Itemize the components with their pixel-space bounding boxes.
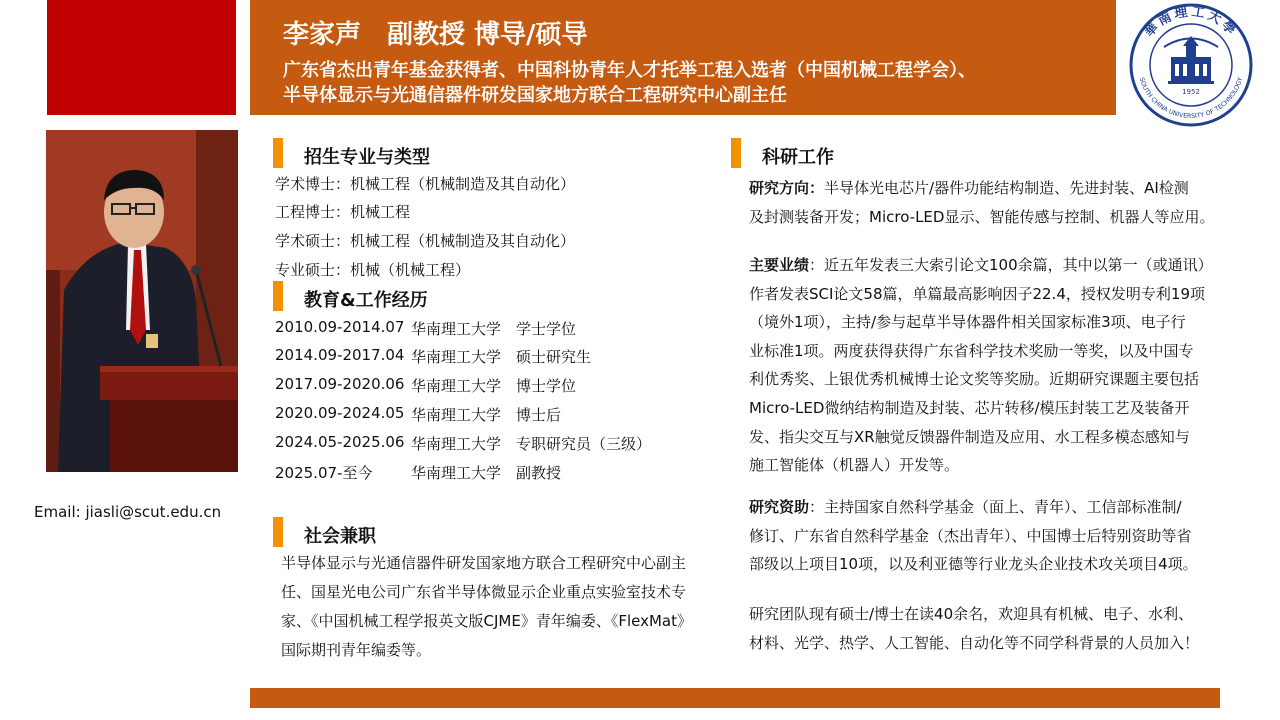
edu-degree: 专职研究员（三级） [516,435,652,453]
admission-item: 学术博士：机械工程（机械制造及其自动化） [275,175,576,193]
edu-date: 2020.09-2024.05 [275,404,405,422]
social-line: 国际期刊青年编委等。 [281,641,432,659]
research-team [749,600,1249,657]
social-title: 社会兼职 [304,526,376,547]
social-line: 半导体显示与光通信器件研发国家地方联合工程研究中心副主 [281,554,687,572]
social-line: 家、《中国机械工程学报英文版CJME》青年编委、《FlexMat》 [281,612,692,630]
svg-text:1952: 1952 [1182,88,1200,96]
edu-school: 华南理工大学 [411,348,502,366]
edu-degree: 博士学位 [516,377,577,395]
edu-school: 华南理工大学 [411,464,502,482]
svg-text:SOUTH CHINA UNIVERSITY OF TECH: SOUTH CHINA UNIVERSITY OF TECHNOLOGY [1137,76,1245,121]
funding-text: ：主持国家自然科学基金（面上、青年）、工信部标准制/ [809,498,1182,516]
achievement-text: 业标准1项。两度获得获得广东省科学技术奖励一等奖，以及中国专 [749,341,1194,360]
education-row [275,318,695,338]
edu-school: 华南理工大学 [411,320,502,338]
direction-label: 研究方向： [749,179,825,197]
achievement-text: 施工智能体（机器人）开发等。 [749,456,960,475]
achievement-text: Micro-LED微纳结构制造及封装、芯片转移/模压封装工艺及装备开 [749,398,1190,417]
education-title: 教育&工作经历 [304,290,428,311]
research-direction [749,174,1249,231]
research-funding [749,493,1249,579]
funding-text: 部级以上项目10项，以及利亚德等行业龙头企业技术攻关项目4项。 [749,555,1198,574]
achievement-text: （境外1项），主持/参与起草半导体器件相关国家标准3项、电子行 [749,313,1186,332]
edu-date: 2014.09-2017.04 [275,346,405,364]
honor-line-1: 广东省杰出青年基金获得者、中国科协青年人才托举工程入选者（中国机械工程学会）、 [283,60,976,81]
header-red-block [47,0,236,115]
email-text: Email: jiasli@scut.edu.cn [34,503,222,521]
university-logo [1128,2,1254,128]
direction-text: 半导体光电芯片/器件功能结构制造、先进封装、AI检测 [824,179,1189,197]
edu-degree: 副教授 [516,464,562,482]
achievement-text: 作者发表SCI论文58篇，单篇最高影响因子22.4，授权发明专利19项 [749,284,1205,303]
achievement-text: ：近五年发表三大索引论文100余篇，其中以第一（或通讯） [809,256,1213,274]
section-marker [731,138,741,168]
team-text: 研究团队现有硕士/博士在读40余名，欢迎具有机械、电子、水利、 [749,605,1194,623]
section-marker [273,138,283,168]
edu-date: 2017.09-2020.06 [275,375,405,393]
achievement-text: 利优秀奖、上银优秀机械博士论文奖等奖励。近期研究课题主要包括 [749,370,1200,389]
profile-name-title: 李家声 副教授 博导/硕导 [283,20,588,50]
direction-text: 及封测装备开发；Micro-LED显示、智能传感与控制、机器人等应用。 [749,207,1215,226]
funding-label: 研究资助 [749,498,810,516]
education-row [275,462,695,482]
profile-photo [46,130,238,472]
achievement-text: 发、指尖交互与XR触觉反馈器件制造及应用、水工程多模态感知与 [749,427,1190,446]
edu-degree: 学士学位 [516,320,577,338]
research-achievements [749,251,1249,480]
admission-item: 工程博士：机械工程 [275,203,411,221]
edu-date: 2010.09-2014.07 [275,318,405,336]
svg-text:華南理工大學: 華南理工大學 [1141,4,1241,41]
education-row [275,346,695,366]
edu-school: 华南理工大学 [411,435,502,453]
admission-item: 专业硕士：机械（机械工程） [275,261,471,279]
section-marker [273,517,283,547]
research-title: 科研工作 [762,147,834,168]
admission-title: 招生专业与类型 [304,147,430,168]
edu-date: 2024.05-2025.06 [275,433,405,451]
education-row [275,375,695,395]
edu-school: 华南理工大学 [411,406,502,424]
edu-date: 2025.07-至今 [275,464,373,482]
section-marker [273,281,283,311]
education-row [275,433,695,453]
social-line: 任、国星光电公司广东省半导体微显示企业重点实验室技术专 [281,583,687,601]
education-row [275,404,695,424]
admission-item: 学术硕士：机械工程（机械制造及其自动化） [275,232,576,250]
funding-text: 修订、广东省自然科学基金（杰出青年）、中国博士后特别资助等省 [749,526,1192,545]
edu-degree: 硕士研究生 [516,348,592,366]
edu-school: 华南理工大学 [411,377,502,395]
footer-bar [250,688,1220,708]
achievement-label: 主要业绩 [749,256,810,274]
team-text: 材料、光学、热学、人工智能、自动化等不同学科背景的人员加入！ [749,633,1200,652]
edu-degree: 博士后 [516,406,562,424]
honor-line-2: 半导体显示与光通信器件研发国家地方联合工程研究中心副主任 [283,85,787,106]
